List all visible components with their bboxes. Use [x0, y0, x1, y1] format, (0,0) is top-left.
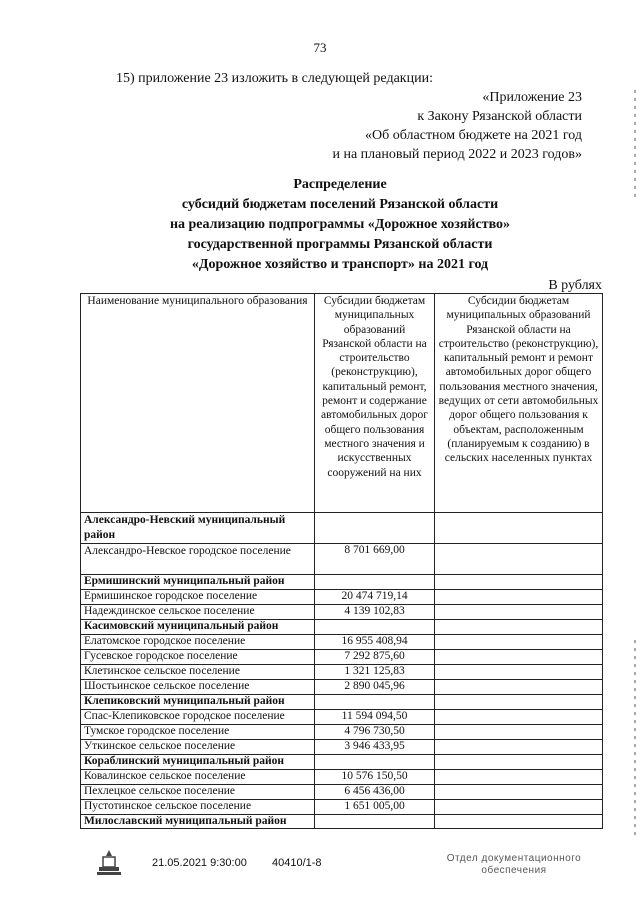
table-row	[81, 635, 603, 650]
cell-subsidy-roads: 7 292 875,60	[315, 650, 435, 665]
cell-subsidy-roads: 3 946 433,95	[315, 740, 435, 755]
cell-subsidy-roads: 1 321 125,83	[315, 665, 435, 680]
cell-name: Александро-Невский муниципальный район	[81, 513, 315, 544]
table-row	[81, 544, 603, 575]
stamp-line-1: Отдел документационного	[446, 853, 582, 864]
cell-subsidy-rural-roads	[435, 755, 603, 770]
cell-subsidy-rural-roads	[435, 544, 603, 575]
cell-name: Надеждинское сельское поселение	[81, 605, 315, 620]
district-row	[81, 513, 603, 544]
title-line-3: на реализацию подпрограммы «Дорожное хозяйство»	[169, 217, 511, 232]
district-row	[81, 815, 603, 829]
cell-name: Пехлецкое сельское поселение	[81, 785, 315, 800]
cell-subsidy-roads	[315, 815, 435, 829]
cell-subsidy-rural-roads	[435, 680, 603, 695]
appendix-line-2: к Закону Рязанской области	[417, 109, 582, 124]
footer-date: 21.05.2021 9:30:00	[152, 857, 247, 869]
table-body	[81, 513, 603, 829]
cell-name: Касимовский муниципальный район	[81, 620, 315, 635]
cell-subsidy-roads: 10 576 150,50	[315, 770, 435, 785]
cell-subsidy-roads: 8 701 669,00	[315, 544, 435, 575]
cell-name: Милославский муниципальный район	[81, 815, 315, 829]
cell-subsidy-rural-roads	[435, 710, 603, 725]
table-row	[81, 725, 603, 740]
cell-subsidy-rural-roads	[435, 665, 603, 680]
cell-name: Кораблинский муниципальный район	[81, 755, 315, 770]
cell-name: Спас-Клепиковское городское поселение	[81, 710, 315, 725]
cell-name: Ковалинское сельское поселение	[81, 770, 315, 785]
cell-subsidy-rural-roads	[435, 770, 603, 785]
cell-subsidy-roads: 4 796 730,50	[315, 725, 435, 740]
table-row	[81, 785, 603, 800]
amendment-intro: 15) приложение 23 изложить в следующей редакции:	[116, 71, 433, 86]
cell-subsidy-roads	[315, 620, 435, 635]
cell-subsidy-rural-roads	[435, 815, 603, 829]
cell-subsidy-roads	[315, 695, 435, 710]
document-title	[80, 175, 600, 275]
cell-subsidy-roads: 11 594 094,50	[315, 710, 435, 725]
cell-name: Пустотинское сельское поселение	[81, 800, 315, 815]
cell-subsidy-roads	[315, 513, 435, 544]
subsidy-table	[80, 293, 603, 829]
cell-name: Клетинское сельское поселение	[81, 665, 315, 680]
cell-subsidy-rural-roads	[435, 635, 603, 650]
header-municipality: Наименование муниципального образования	[81, 294, 315, 513]
cell-name: Елатомское городское поселение	[81, 635, 315, 650]
cell-subsidy-roads: 2 890 045,96	[315, 680, 435, 695]
cell-subsidy-roads: 16 955 408,94	[315, 635, 435, 650]
table-row	[81, 740, 603, 755]
title-line-5: «Дорожное хозяйство и транспорт» на 2021 год	[191, 257, 489, 272]
table-row	[81, 590, 603, 605]
currency-unit: В рублях	[548, 278, 602, 293]
cell-subsidy-roads: 20 474 719,14	[315, 590, 435, 605]
page-number: 73	[313, 40, 327, 55]
title-line-4: государственной программы Рязанской области	[187, 237, 493, 252]
cell-name: Клепиковский муниципальный район	[81, 695, 315, 710]
appendix-line-1: «Приложение 23	[482, 90, 582, 105]
title-line-2: субсидий бюджетам поселений Рязанской области	[181, 197, 499, 212]
cell-subsidy-rural-roads	[435, 785, 603, 800]
district-row	[81, 695, 603, 710]
cell-subsidy-roads: 6 456 436,00	[315, 785, 435, 800]
cell-subsidy-roads: 1 651 005,00	[315, 800, 435, 815]
cell-subsidy-roads	[315, 575, 435, 590]
cell-name: Александро-Невское городское поселение	[81, 544, 315, 575]
appendix-line-3: «Об областном бюджете на 2021 год	[365, 128, 582, 143]
scan-edge-mark	[634, 640, 636, 840]
cell-subsidy-rural-roads	[435, 620, 603, 635]
table-row	[81, 650, 603, 665]
table-row	[81, 710, 603, 725]
table-row	[81, 800, 603, 815]
cell-subsidy-rural-roads	[435, 575, 603, 590]
emblem-icon	[94, 848, 124, 878]
cell-subsidy-roads	[315, 755, 435, 770]
cell-subsidy-rural-roads	[435, 725, 603, 740]
appendix-line-4: и на плановый период 2022 и 2023 годов»	[332, 147, 582, 162]
cell-subsidy-rural-roads	[435, 590, 603, 605]
table-row	[81, 770, 603, 785]
table-header-row	[81, 294, 603, 513]
cell-subsidy-rural-roads	[435, 695, 603, 710]
table-row	[81, 665, 603, 680]
department-stamp	[424, 853, 604, 877]
district-row	[81, 575, 603, 590]
cell-name: Ермишинский муниципальный район	[81, 575, 315, 590]
cell-name: Гусевское городское поселение	[81, 650, 315, 665]
cell-subsidy-rural-roads	[435, 800, 603, 815]
district-row	[81, 755, 603, 770]
cell-subsidy-rural-roads	[435, 650, 603, 665]
table-row	[81, 680, 603, 695]
district-row	[81, 620, 603, 635]
header-subsidy-rural-roads: Субсидии бюджетам муниципальных образований Рязанской области на строительство (реконструкцию), капитальный ремонт и ремонт автомобильных дорог общего пользования местного значения, ведущих от сети автомобильных дорог общего пользования к объектам, расположенным (планируемым к созданию) в сельских населенных пунктах	[435, 294, 603, 513]
scan-edge-mark	[634, 90, 636, 200]
cell-name: Ермишинское городское поселение	[81, 590, 315, 605]
stamp-line-2: обеспечения	[481, 865, 547, 876]
cell-subsidy-rural-roads	[435, 513, 603, 544]
cell-name: Тумское городское поселение	[81, 725, 315, 740]
table-row	[81, 605, 603, 620]
title-line-1: Распределение	[293, 177, 387, 192]
cell-subsidy-roads: 4 139 102,83	[315, 605, 435, 620]
cell-name: Уткинское сельское поселение	[81, 740, 315, 755]
header-subsidy-roads: Субсидии бюджетам муниципальных образований Рязанской области на строительство (реконструкцию), капитальный ремонт, ремонт и содержание автомобильных дорог общего пользования местного значения и искусственных сооружений на них	[315, 294, 435, 513]
footer-doc-code: 40410/1-8	[272, 857, 322, 869]
cell-name: Шостьинское сельское поселение	[81, 680, 315, 695]
cell-subsidy-rural-roads	[435, 605, 603, 620]
cell-subsidy-rural-roads	[435, 740, 603, 755]
